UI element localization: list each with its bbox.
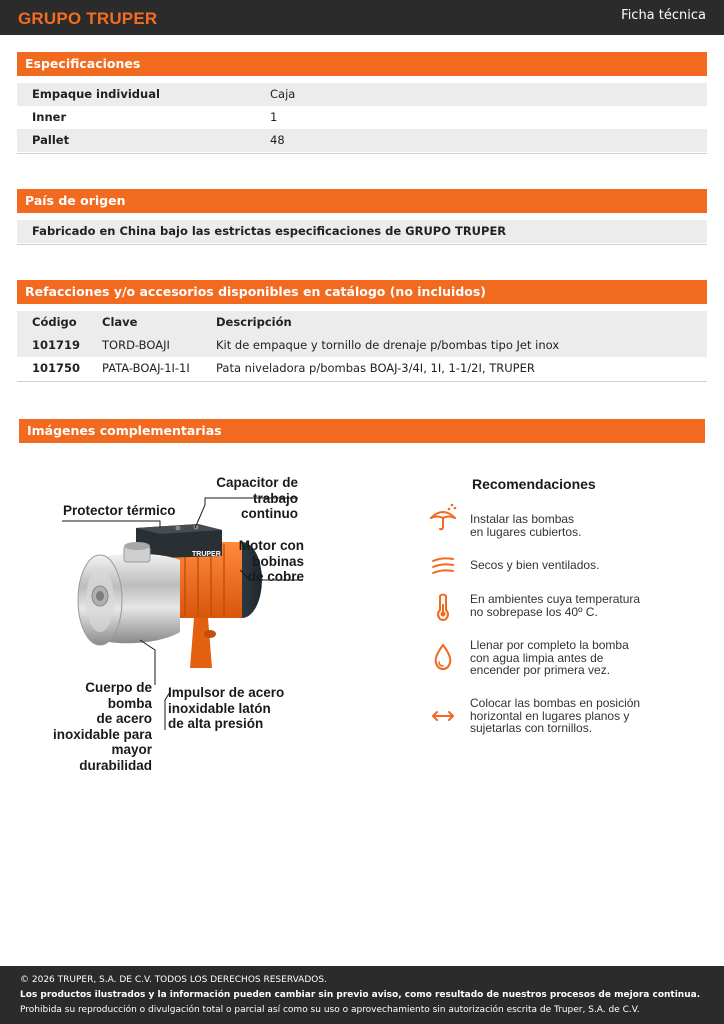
section-header-images: Imágenes complementarias	[19, 419, 705, 443]
ventilation-icon	[428, 551, 458, 581]
callout-capacitor: Capacitor de trabajo continuo	[216, 475, 298, 521]
spec-value: 1	[270, 110, 278, 124]
spec-label: Inner	[32, 110, 67, 124]
section-header-parts: Refacciones y/o accesorios disponibles en catálogo (no incluidos)	[17, 280, 707, 304]
part-description: Pata niveladora p/bombas BOAJ-3/4I, 1I, 1-1/2I, TRUPER	[216, 361, 535, 375]
footer	[0, 966, 724, 1024]
spec-row	[17, 106, 707, 129]
table-row	[17, 357, 707, 380]
footer-copyright: © 2026 TRUPER, S.A. DE C.V. TODOS LOS DERECHOS RESERVADOS.	[20, 975, 327, 985]
recommendations-title: Recomendaciones	[472, 476, 596, 492]
table-divider	[17, 153, 707, 154]
callout-impeller: Impulsor de acero inoxidable latón de alta presión	[168, 685, 285, 731]
part-key: TORD-BOAJI	[102, 338, 170, 352]
recommendation-text: En ambientes cuya temperatura no sobrepase los 40º C.	[470, 592, 641, 619]
origin-row	[17, 220, 707, 243]
part-description: Kit de empaque y tornillo de drenaje p/bombas tipo Jet inox	[216, 338, 560, 352]
column-header-description: Descripción	[216, 315, 292, 329]
footer-legal: Prohibida su reproducción o divulgación total o parcial así como su uso o aprovechamiento sin autorización escrita de Truper, S.A. de C.V.	[20, 1005, 640, 1015]
origin-text: Fabricado en China bajo las estrictas especificaciones de GRUPO TRUPER	[32, 224, 507, 238]
recommendation-text: Llenar por completo la bomba con agua limpia antes de encender por primera vez.	[470, 638, 629, 677]
top-bar	[0, 0, 724, 35]
brand-logo: GRUPO TRUPER	[18, 9, 158, 28]
table-row	[17, 334, 707, 357]
part-key: PATA-BOAJ-1I-1I	[102, 361, 190, 375]
table-divider	[17, 381, 707, 382]
table-divider	[17, 244, 707, 245]
part-code: 101719	[32, 338, 81, 352]
thermometer-icon	[428, 592, 458, 622]
column-header-key: Clave	[102, 315, 138, 329]
water-drop-icon	[428, 642, 458, 672]
part-code: 101750	[32, 361, 81, 375]
callout-pump-body: Cuerpo de bomba de acero inoxidable para mayor durabilidad	[52, 680, 152, 773]
spec-row	[17, 129, 707, 152]
callout-thermal-protector: Protector térmico	[63, 503, 176, 518]
spec-row	[17, 83, 707, 106]
horizontal-arrows-icon	[428, 701, 458, 731]
section-header-specifications: Especificaciones	[17, 52, 707, 76]
recommendation-text: Secos y bien ventilados.	[470, 558, 600, 572]
document-type-label: Ficha técnica	[621, 8, 706, 23]
recommendation-text: Colocar las bombas en posición horizontal en lugares planos y sujetarlas con tornillos.	[470, 696, 641, 735]
footer-notice: Los productos ilustrados y la información pueden cambiar sin previo aviso, como resultado de nuestros procesos de mejora continua.	[20, 990, 701, 1000]
umbrella-icon	[428, 502, 458, 532]
recommendation-text: Instalar las bombas en lugares cubiertos.	[470, 512, 582, 539]
spec-label: Pallet	[32, 133, 70, 147]
parts-table-header	[17, 311, 707, 334]
spec-value: 48	[270, 133, 285, 147]
spec-label: Empaque individual	[32, 87, 160, 101]
pump-brand-label: TRUPER	[192, 551, 221, 558]
section-header-origin: País de origen	[17, 189, 707, 213]
callout-motor: Motor con bobinas de cobre	[238, 538, 304, 584]
spec-value: Caja	[270, 87, 296, 101]
column-header-code: Código	[32, 315, 77, 329]
